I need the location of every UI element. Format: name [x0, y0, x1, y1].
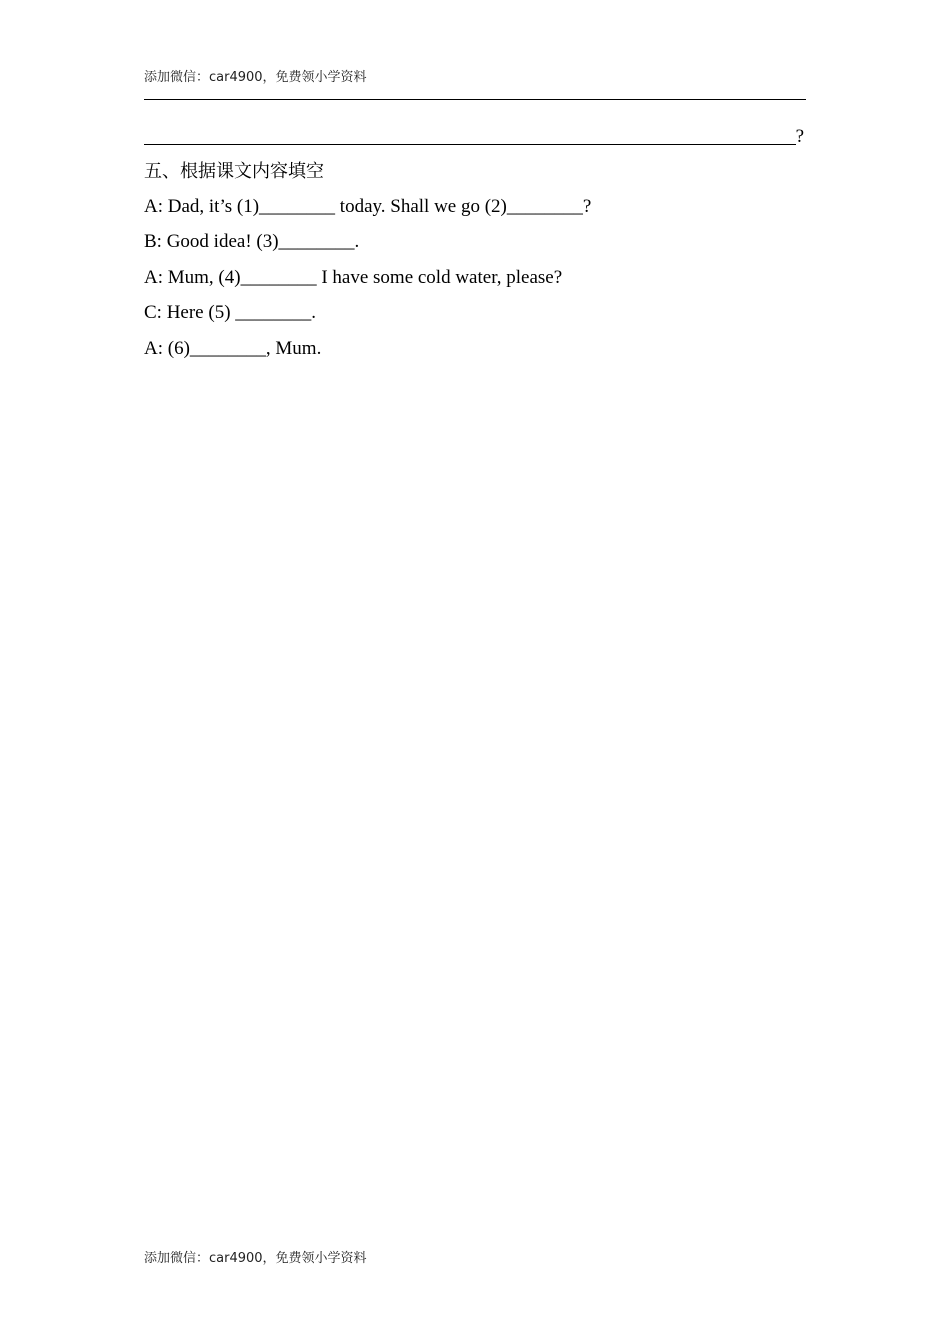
question-mark: ?: [795, 126, 804, 147]
header-rule: [144, 99, 806, 100]
page-footer: 添加微信：car4900，免费领小学资料: [144, 1251, 367, 1266]
dialogue-line: A: Mum, (4)________ I have some cold water, please?: [144, 267, 563, 288]
section-title: 五、根据课文内容填空: [144, 161, 324, 182]
page-header: 添加微信：car4900，免费领小学资料: [144, 70, 367, 85]
dialogue-line: C: Here (5) ________.: [144, 302, 317, 323]
dialogue-line: B: Good idea! (3)________.: [144, 231, 360, 252]
dialogue-line: A: Dad, it’s (1)________ today. Shall we go (2)________?: [144, 196, 592, 217]
blank-underline: [144, 144, 796, 145]
dialogue-line: A: (6)________, Mum.: [144, 338, 322, 359]
answer-blank-line: [144, 126, 806, 148]
